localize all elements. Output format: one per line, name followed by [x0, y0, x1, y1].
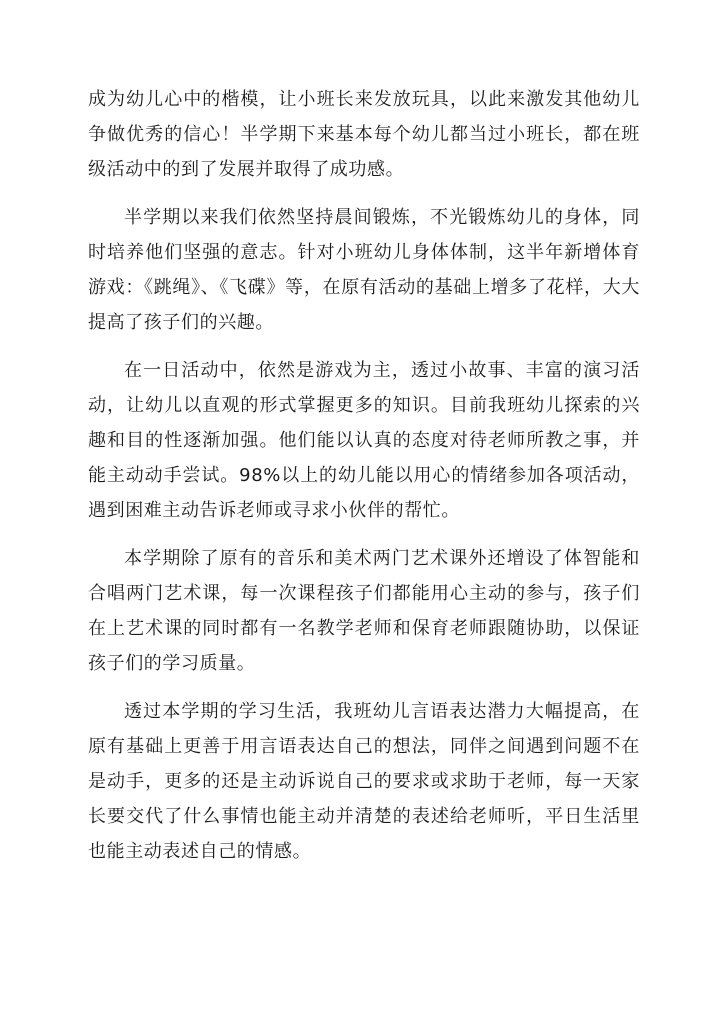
- paragraph-5: 透过本学期的学习生活，我班幼儿言语表达潜力大幅提高，在原有基础上更善于用言语表达自己的想法，同伴之间遇到问题不在是动手，更多的还是主动诉说自己的要求或求助于老师，每一天家长要交代了什么事情也能主动并清楚的表述给老师听，平日生活里也能主动表述自己的情感。: [88, 701, 640, 862]
- paragraph-4: 本学期除了原有的音乐和美术两门艺术课外还增设了体智能和合唱两门艺术课，每一次课程孩子们都能用心主动的参与，孩子们在上艺术课的同时都有一名教学老师和保育老师跟随协助，以保证孩子们的学习质量。: [88, 548, 640, 674]
- document-page: [88, 82, 640, 882]
- paragraph-1: 成为幼儿心中的楷模，让小班长来发放玩具，以此来激发其他幼儿争做优秀的信心！半学期下来基本每个幼儿都当过小班长，都在班级活动中的到了发展并取得了成功感。: [88, 89, 640, 180]
- paragraph-2: 半学期以来我们依然坚持晨间锻炼，不光锻炼幼儿的身体，同时培养他们坚强的意志。针对小班幼儿身体体制，这半年新增体育游戏：《跳绳》、《飞碟》等，在原有活动的基础上增多了花样，大大提高了孩子们的兴趣。: [88, 207, 640, 333]
- paragraph-3: 在一日活动中，依然是游戏为主，透过小故事、丰富的演习活动，让幼儿以直观的形式掌握更多的知识。目前我班幼儿探索的兴趣和目的性逐渐加强。他们能以认真的态度对待老师所教之事，并能主动动手尝试。98%以上的幼儿能以用心的情绪参加各项活动，遇到困难主动告诉老师或寻求小伙伴的帮忙。: [88, 360, 640, 521]
